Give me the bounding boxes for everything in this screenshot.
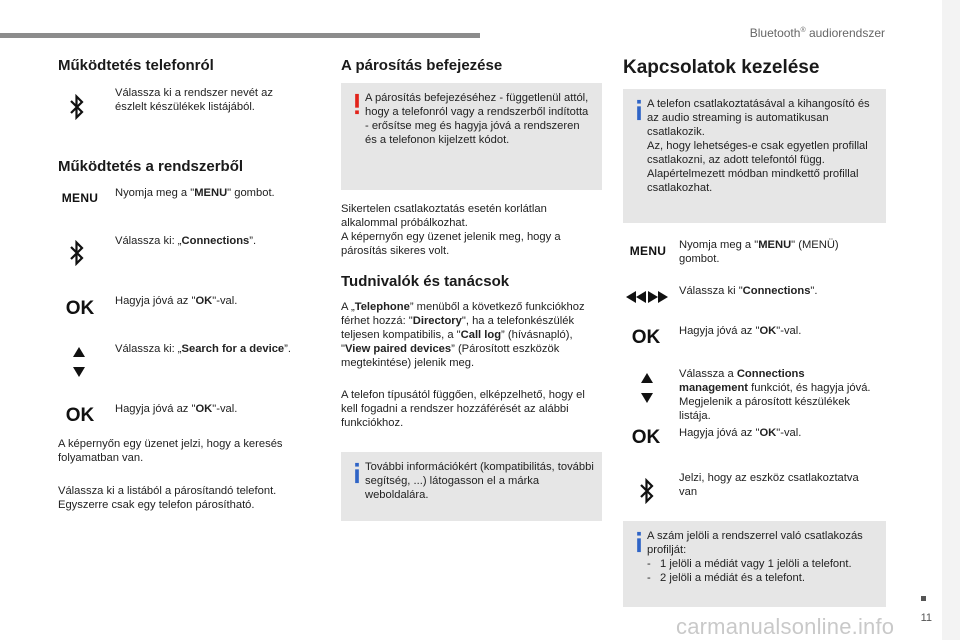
system-step-3: Hagyja jóvá az "OK"-val. [115,295,238,307]
select-phone-note: Válassza ki a listából a párosítandó telefont. Egyszerre csak egy telefon párosítható. [58,485,277,511]
page-number: 11 [920,612,932,624]
profile-info-text: A szám jelöli a rendszerrel való csatlakozás profilját: - 1 jelöli a médiát vagy 1 jelöli a telefont. - 2 jelöli a médiát és a telefont. [647,530,863,584]
bluetooth-icon [66,92,88,122]
warning-box [341,83,602,190]
info-icon [350,462,364,484]
up-down-arrows-icon [638,371,656,405]
phone-type-note: A telefon típusától függően, elképzelhető, hogy el kell fogadni a rendszer hozzáférését az alábbi funkciókhoz. [341,389,585,429]
bluetooth-icon [636,476,658,506]
header-rule [0,33,480,38]
left-right-arrows-icon [624,288,670,306]
heading-pairing-complete: A párosítás befejezése [341,57,503,74]
bluetooth-icon [66,238,88,268]
phone-step-text: Válassza ki a rendszer nevét az észlelt készülékek listájából. [115,87,273,113]
warning-icon [350,93,364,115]
connections-info-text: A telefon csatlakoztatásával a kihangosító és az audio streaming is automatikusan csatlakozik. Az, hogy lehetséges-e csak egyetlen profillal csatlakozni, az adott telefontól függ. Alapértelmezett módban mindkettő profillal csatlakozhat. [647,98,870,194]
success-note: A képernyőn egy üzenet jelenik meg, hogy a párosítás sikeres volt. [341,231,561,257]
telephone-menu-text: A „Telephone” menüből a következő funkciókhoz férhet hozzá: "Directory", ha a telefonkészülék teljesen kompatibilis, a "Call log” (hívásnapló), "View paired devices” (Párosított eszközök megtekintése) jelenik meg. [341,301,585,369]
retry-note: Sikertelen csatlakoztatás esetén korlátlan alkalommal próbálkozhat. [341,203,547,229]
info-box-more-info [341,452,602,521]
connected-indicator-text: Jelzi, hogy az eszköz csatlakoztatva van [679,472,859,498]
conn-step-3: Hagyja jóvá az "OK"-val. [679,325,802,337]
info-icon [632,99,646,121]
warning-text: A párosítás befejezéséhez - függetlenül attól, hogy a telefonról vagy a rendszerből indította - erősítse meg és hagyja jóvá a rendszeren és a telefonon kijelzett kódot. [365,92,589,146]
info-icon [632,531,646,553]
ok-button-icon: OK [631,427,661,448]
heading-manage-connections: Kapcsolatok kezelése [623,57,820,78]
side-strip [942,0,960,640]
heading-tips: Tudnivalók és tanácsok [341,273,510,290]
conn-step-2: Válassza ki "Connections". [679,285,818,297]
watermark: carmanualsonline.info [676,614,895,639]
system-step-1: Nyomja meg a "MENU" gombot. [115,187,275,199]
heading-system-operation: Működtetés a rendszerből [58,158,244,175]
ok-button-icon: OK [65,298,95,319]
conn-step-4: Válassza a Connections management funkciót, és hagyja jóvá. Megjelenik a párosított készülékek listája. [679,368,871,422]
conn-step-5: Hagyja jóvá az "OK"-val. [679,427,802,439]
page-header-title: Bluetooth® audiorendszer [749,26,885,40]
searching-note: A képernyőn egy üzenet jelzi, hogy a keresés folyamatban van. [58,438,283,464]
section-marker [921,596,926,601]
ok-button-icon: OK [65,405,95,426]
up-down-arrows-icon [70,345,88,379]
more-info-text: További információkért (kompatibilitás, további segítség, ...) látogasson el a márka weboldalára. [365,461,594,501]
ok-button-icon: OK [631,327,661,348]
info-box-profile [623,521,886,607]
menu-button-icon: MENU [629,244,667,258]
heading-phone-operation: Működtetés telefonról [58,57,214,74]
system-step-5: Hagyja jóvá az "OK"-val. [115,403,238,415]
system-step-2: Válassza ki: „Connections”. [115,235,257,247]
info-box-connections [623,89,886,223]
conn-step-1: Nyomja meg a "MENU" (MENÜ) gombot. [679,239,839,265]
menu-button-icon: MENU [61,191,99,205]
system-step-4: Válassza ki: „Search for a device”. [115,343,291,355]
